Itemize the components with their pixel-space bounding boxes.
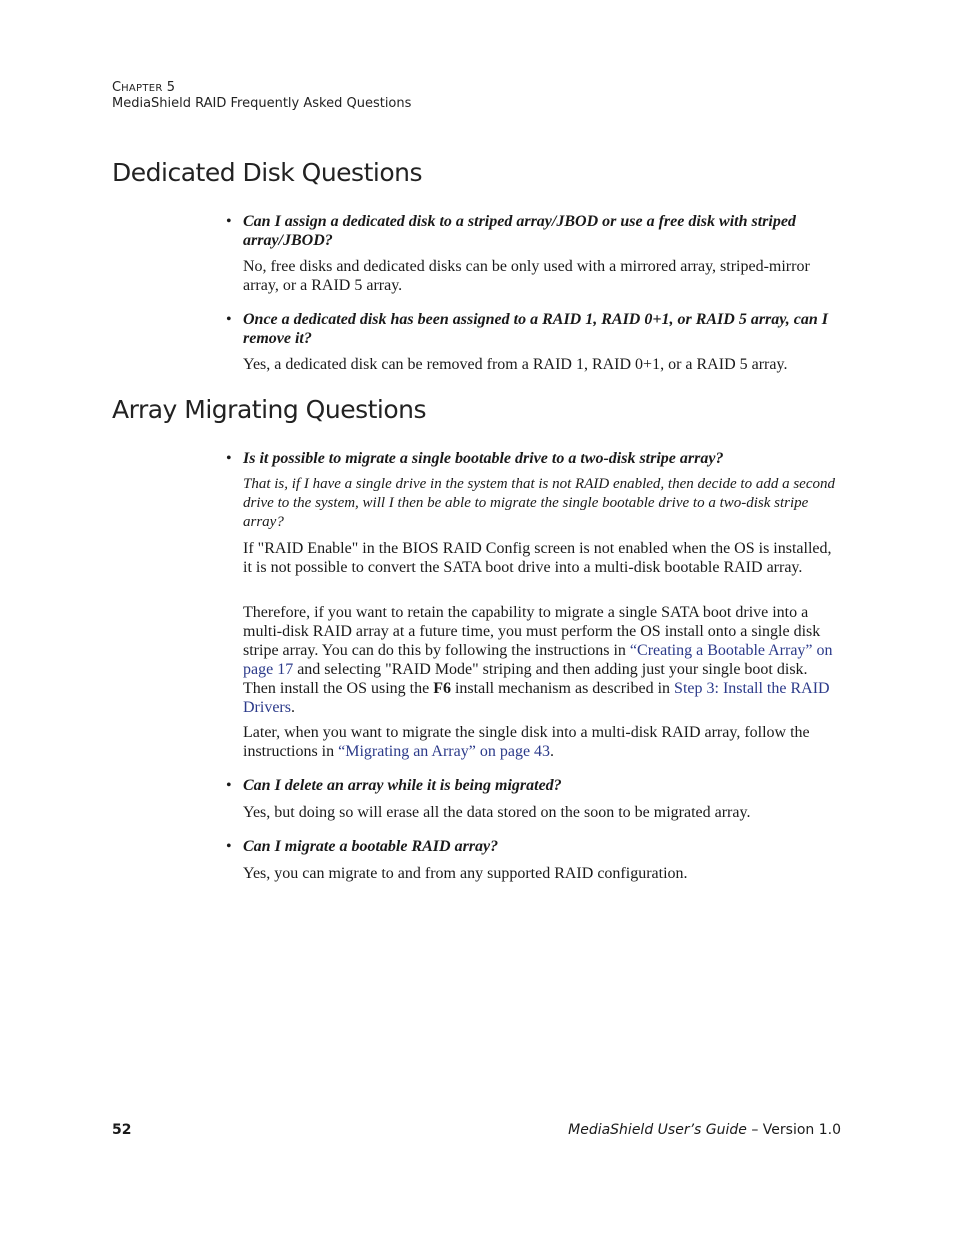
answer-text: Yes, but doing so will erase all the data stored on the soon to be migrated array. <box>243 804 751 821</box>
answer-text: Yes, you can migrate to and from any supported RAID configuration. <box>243 865 688 882</box>
faq-answer <box>243 723 843 761</box>
faq-item <box>226 837 843 856</box>
answer-text: If "RAID Enable" in the BIOS RAID Config screen is not enabled when the OS is installed, it is not possible to convert the SATA boot drive into a multi-disk bootable RAID array. <box>243 540 832 576</box>
link-creating-bootable-array[interactable]: “Creating a Bootable Array” on page 17 <box>243 642 833 678</box>
faq-question: Can I delete an array while it is being migrated? <box>243 777 562 794</box>
answer-text: Yes, a dedicated disk can be removed from a RAID 1, RAID 0+1, or a RAID 5 array. <box>243 356 788 373</box>
faq-item <box>226 449 843 468</box>
answer-text: Therefore, if you want to retain the capability to migrate a single SATA boot drive into a multi-disk RAID array at a future time, you must perform the OS install onto a single disk stripe array. You can do this by following the instructions in “Creating a Bootable Array” on page 17 and selecting "RAID Mode" striping and then adding just your single boot disk. Then install the OS using the F6 install mechanism as described in Step 3: Install the RAID Drivers. <box>243 604 833 716</box>
faq-answer <box>243 257 843 295</box>
faq-question: Is it possible to migrate a single bootable drive to a two-disk stripe array? <box>243 450 724 467</box>
link-install-raid-drivers[interactable]: Step 3: Install the RAID Drivers <box>243 680 830 716</box>
answer-text: No, free disks and dedicated disks can be only used with a mirrored array, striped-mirror array, or a RAID 5 array. <box>243 258 810 294</box>
bullet: • <box>226 777 232 794</box>
bullet: • <box>226 838 232 855</box>
bullet: • <box>226 450 232 467</box>
faq-answer <box>243 355 843 374</box>
faq-answer <box>243 603 843 717</box>
faq-answer <box>243 864 843 883</box>
chapter-label: CHAPTER 5 <box>112 80 176 95</box>
faq-item <box>226 212 843 250</box>
link-migrating-array[interactable]: “Migrating an Array” on page 43 <box>338 743 551 760</box>
running-header <box>112 80 411 111</box>
page-number: 52 <box>112 1122 132 1138</box>
faq-answer <box>243 803 843 822</box>
chapter-subtitle: MediaShield RAID Frequently Asked Questions <box>112 96 412 111</box>
faq-item <box>226 776 843 795</box>
note-text: That is, if I have a single drive in the system that is not RAID enabled, then decide to add a second drive to the system, will I then be able to migrate the single bootable drive to a two-disk stripe array? <box>243 476 835 530</box>
faq-note <box>243 475 843 532</box>
footer-guide-title: MediaShield User’s Guide – Version 1.0 <box>568 1122 841 1138</box>
section-title-array-migrating: Array Migrating Questions <box>112 395 427 424</box>
faq-question: Can I migrate a bootable RAID array? <box>243 838 499 855</box>
answer-text: Later, when you want to migrate the single disk into a multi-disk RAID array, follow the instructions in “Migrating an Array” on page 43. <box>243 724 810 760</box>
section-title-dedicated-disk: Dedicated Disk Questions <box>112 158 422 187</box>
bullet: • <box>226 311 232 328</box>
faq-item <box>226 310 843 348</box>
faq-question: Can I assign a dedicated disk to a striped array/JBOD or use a free disk with striped array/JBOD? <box>243 213 796 249</box>
faq-question: Once a dedicated disk has been assigned to a RAID 1, RAID 0+1, or RAID 5 array, can I remove it? <box>243 311 828 347</box>
bullet: • <box>226 213 232 230</box>
faq-answer <box>243 539 843 577</box>
